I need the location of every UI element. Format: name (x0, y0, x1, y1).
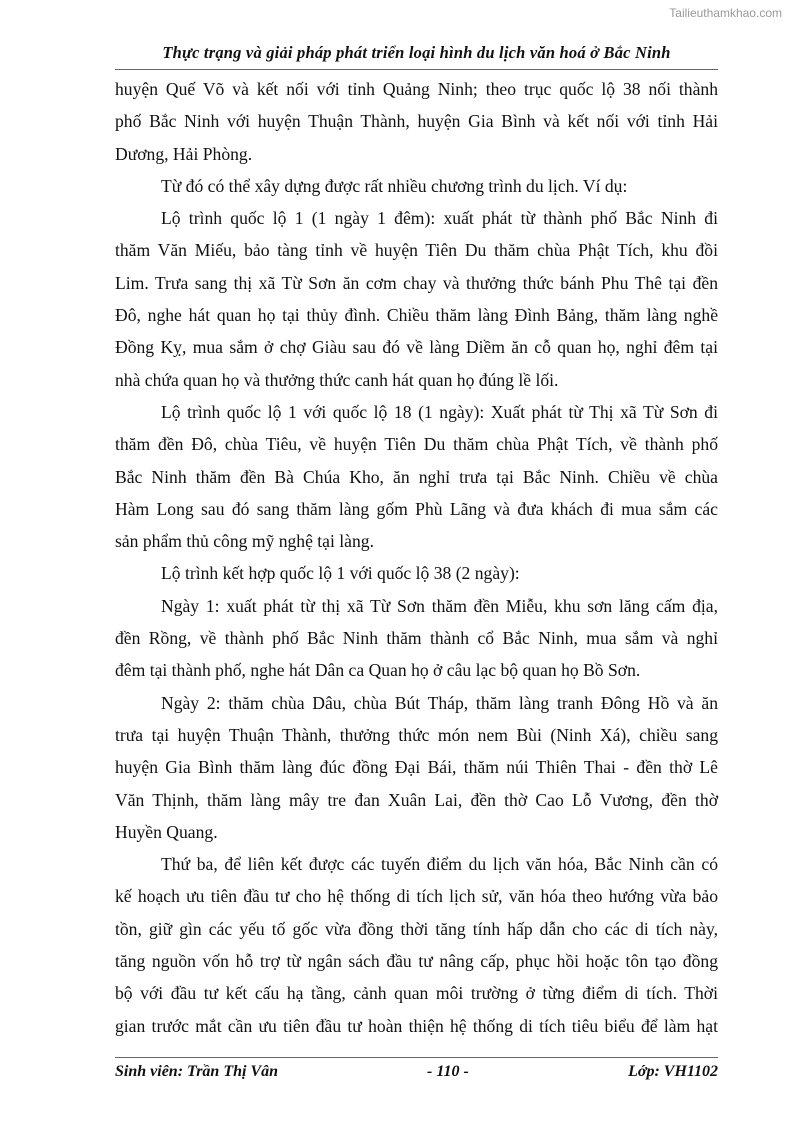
page-number: - 110 - (427, 1063, 469, 1080)
text-line: Lộ trình quốc lộ 1 (1 ngày 1 đêm): xuất phát từ thành phố Bắc Ninh đi (161, 208, 718, 229)
text-line: Huyền Quang. (115, 821, 218, 842)
text-line: đêm tại thành phố, nghe hát Dân ca Quan họ ở câu lạc bộ quan họ Bồ Sơn. (115, 660, 641, 681)
watermark: Tailieuthamkhao.com (669, 6, 782, 20)
text-line: Từ đó có thể xây dựng được rất nhiều chương trình du lịch. Ví dụ: (161, 175, 628, 196)
text-line: Dương, Hải Phòng. (115, 143, 253, 164)
text-line: huyện Gia Bình thăm làng đúc đồng Đại Bái, thăm núi Thiên Thai - đền thờ Lê (115, 757, 718, 778)
text-line: bộ với đầu tư kết cấu hạ tầng, cảnh quan môi trường ở từng điểm di tích. Thời (115, 983, 718, 1004)
paragraph (115, 687, 718, 848)
text-line: gian trước mắt cần ưu tiên đầu tư hoàn thiện hệ thống di tích tiêu biểu để làm hạt (115, 1015, 718, 1036)
paragraph (115, 590, 718, 687)
paragraph (115, 848, 718, 1042)
text-line: Đô, nghe hát quan họ tại thủy đình. Chiều thăm làng Đình Bảng, thăm làng nghề (115, 305, 718, 326)
paragraph (115, 557, 718, 589)
text-line: thăm đền Đô, chùa Tiêu, về huyện Tiên Du thăm chùa Phật Tích, về thành phố (115, 434, 718, 455)
text-line: đền Rồng, về thành phố Bắc Ninh thăm thành cổ Bắc Ninh, mua sắm và nghỉ (115, 628, 718, 649)
text-line: Văn Thịnh, thăm làng mây tre đan Xuân Lai, đền thờ Cao Lỗ Vương, đền thờ (115, 789, 718, 810)
text-line: tăng nguồn vốn hỗ trợ từ ngân sách đầu tư nâng cấp, phục hồi hoặc tôn tạo đồng (115, 951, 718, 972)
text-line: tồn, giữ gìn các yếu tố gốc vừa đồng thời tăng tính hấp dẫn cho các di tích này, (115, 918, 718, 939)
text-line: Lộ trình kết hợp quốc lộ 1 với quốc lộ 38 (2 ngày): (161, 563, 520, 584)
header-rule (115, 69, 718, 70)
text-line: Ngày 1: xuất phát từ thị xã Từ Sơn thăm đền Miễu, khu sơn lăng cấm địa, (161, 595, 718, 616)
text-line: trưa tại huyện Thuận Thành, thưởng thức món nem Bùi (Ninh Xá), chiều sang (115, 724, 718, 745)
paragraph (115, 202, 718, 396)
text-line: sản phẩm thủ công mỹ nghệ tại làng. (115, 531, 374, 552)
text-line: Đồng Kỵ, mua sắm ở chợ Giàu sau đó về làng Diềm ăn cỗ quan họ, nghỉ đêm tại (115, 337, 718, 358)
text-line: Lim. Trưa sang thị xã Từ Sơn ăn cơm chay và thưởng thức bánh Phu Thê tại đền (115, 272, 718, 293)
text-line: Ngày 2: thăm chùa Dâu, chùa Bút Tháp, thăm làng tranh Đông Hồ và ăn (161, 692, 718, 713)
text-line: huyện Quế Võ và kết nối với tỉnh Quảng Ninh; theo trục quốc lộ 38 nối thành (115, 79, 718, 99)
footer-student: Sinh viên: Trần Thị Vân (115, 1063, 279, 1080)
footer-class: Lớp: VH1102 (628, 1063, 718, 1080)
document-body (115, 73, 718, 1042)
text-line: thăm Văn Miếu, bảo tàng tỉnh về huyện Tiên Du thăm chùa Phật Tích, khu đồi (115, 240, 718, 261)
text-line: Hàm Long sau đó sang thăm làng gốm Phù Lãng và đưa khách đi mua sắm các (115, 498, 718, 519)
text-line: nhà chứa quan họ và thưởng thức canh hát quan họ đúng lề lối. (115, 369, 559, 390)
paragraph (115, 396, 718, 557)
text-line: phố Bắc Ninh với huyện Thuận Thành, huyện Gia Bình và kết nối với tỉnh Hải (115, 111, 718, 132)
paragraph (115, 73, 718, 170)
paragraph (115, 170, 718, 202)
footer-rule (115, 1057, 718, 1058)
text-line: Lộ trình quốc lộ 1 với quốc lộ 18 (1 ngày): Xuất phát từ Thị xã Từ Sơn đi (161, 401, 718, 422)
text-line: Bắc Ninh thăm đền Bà Chúa Kho, ăn nghỉ trưa tại Bắc Ninh. Chiều về chùa (115, 466, 718, 487)
text-line: kế hoạch ưu tiên đầu tư cho hệ thống di tích lịch sử, văn hóa theo hướng vừa bảo (115, 886, 718, 907)
running-header-title: Thực trạng và giải pháp phát triển loại hình du lịch văn hoá ở Bắc Ninh (162, 43, 671, 62)
text-line: Thứ ba, để liên kết được các tuyến điểm du lịch văn hóa, Bắc Ninh cần có (161, 854, 718, 875)
